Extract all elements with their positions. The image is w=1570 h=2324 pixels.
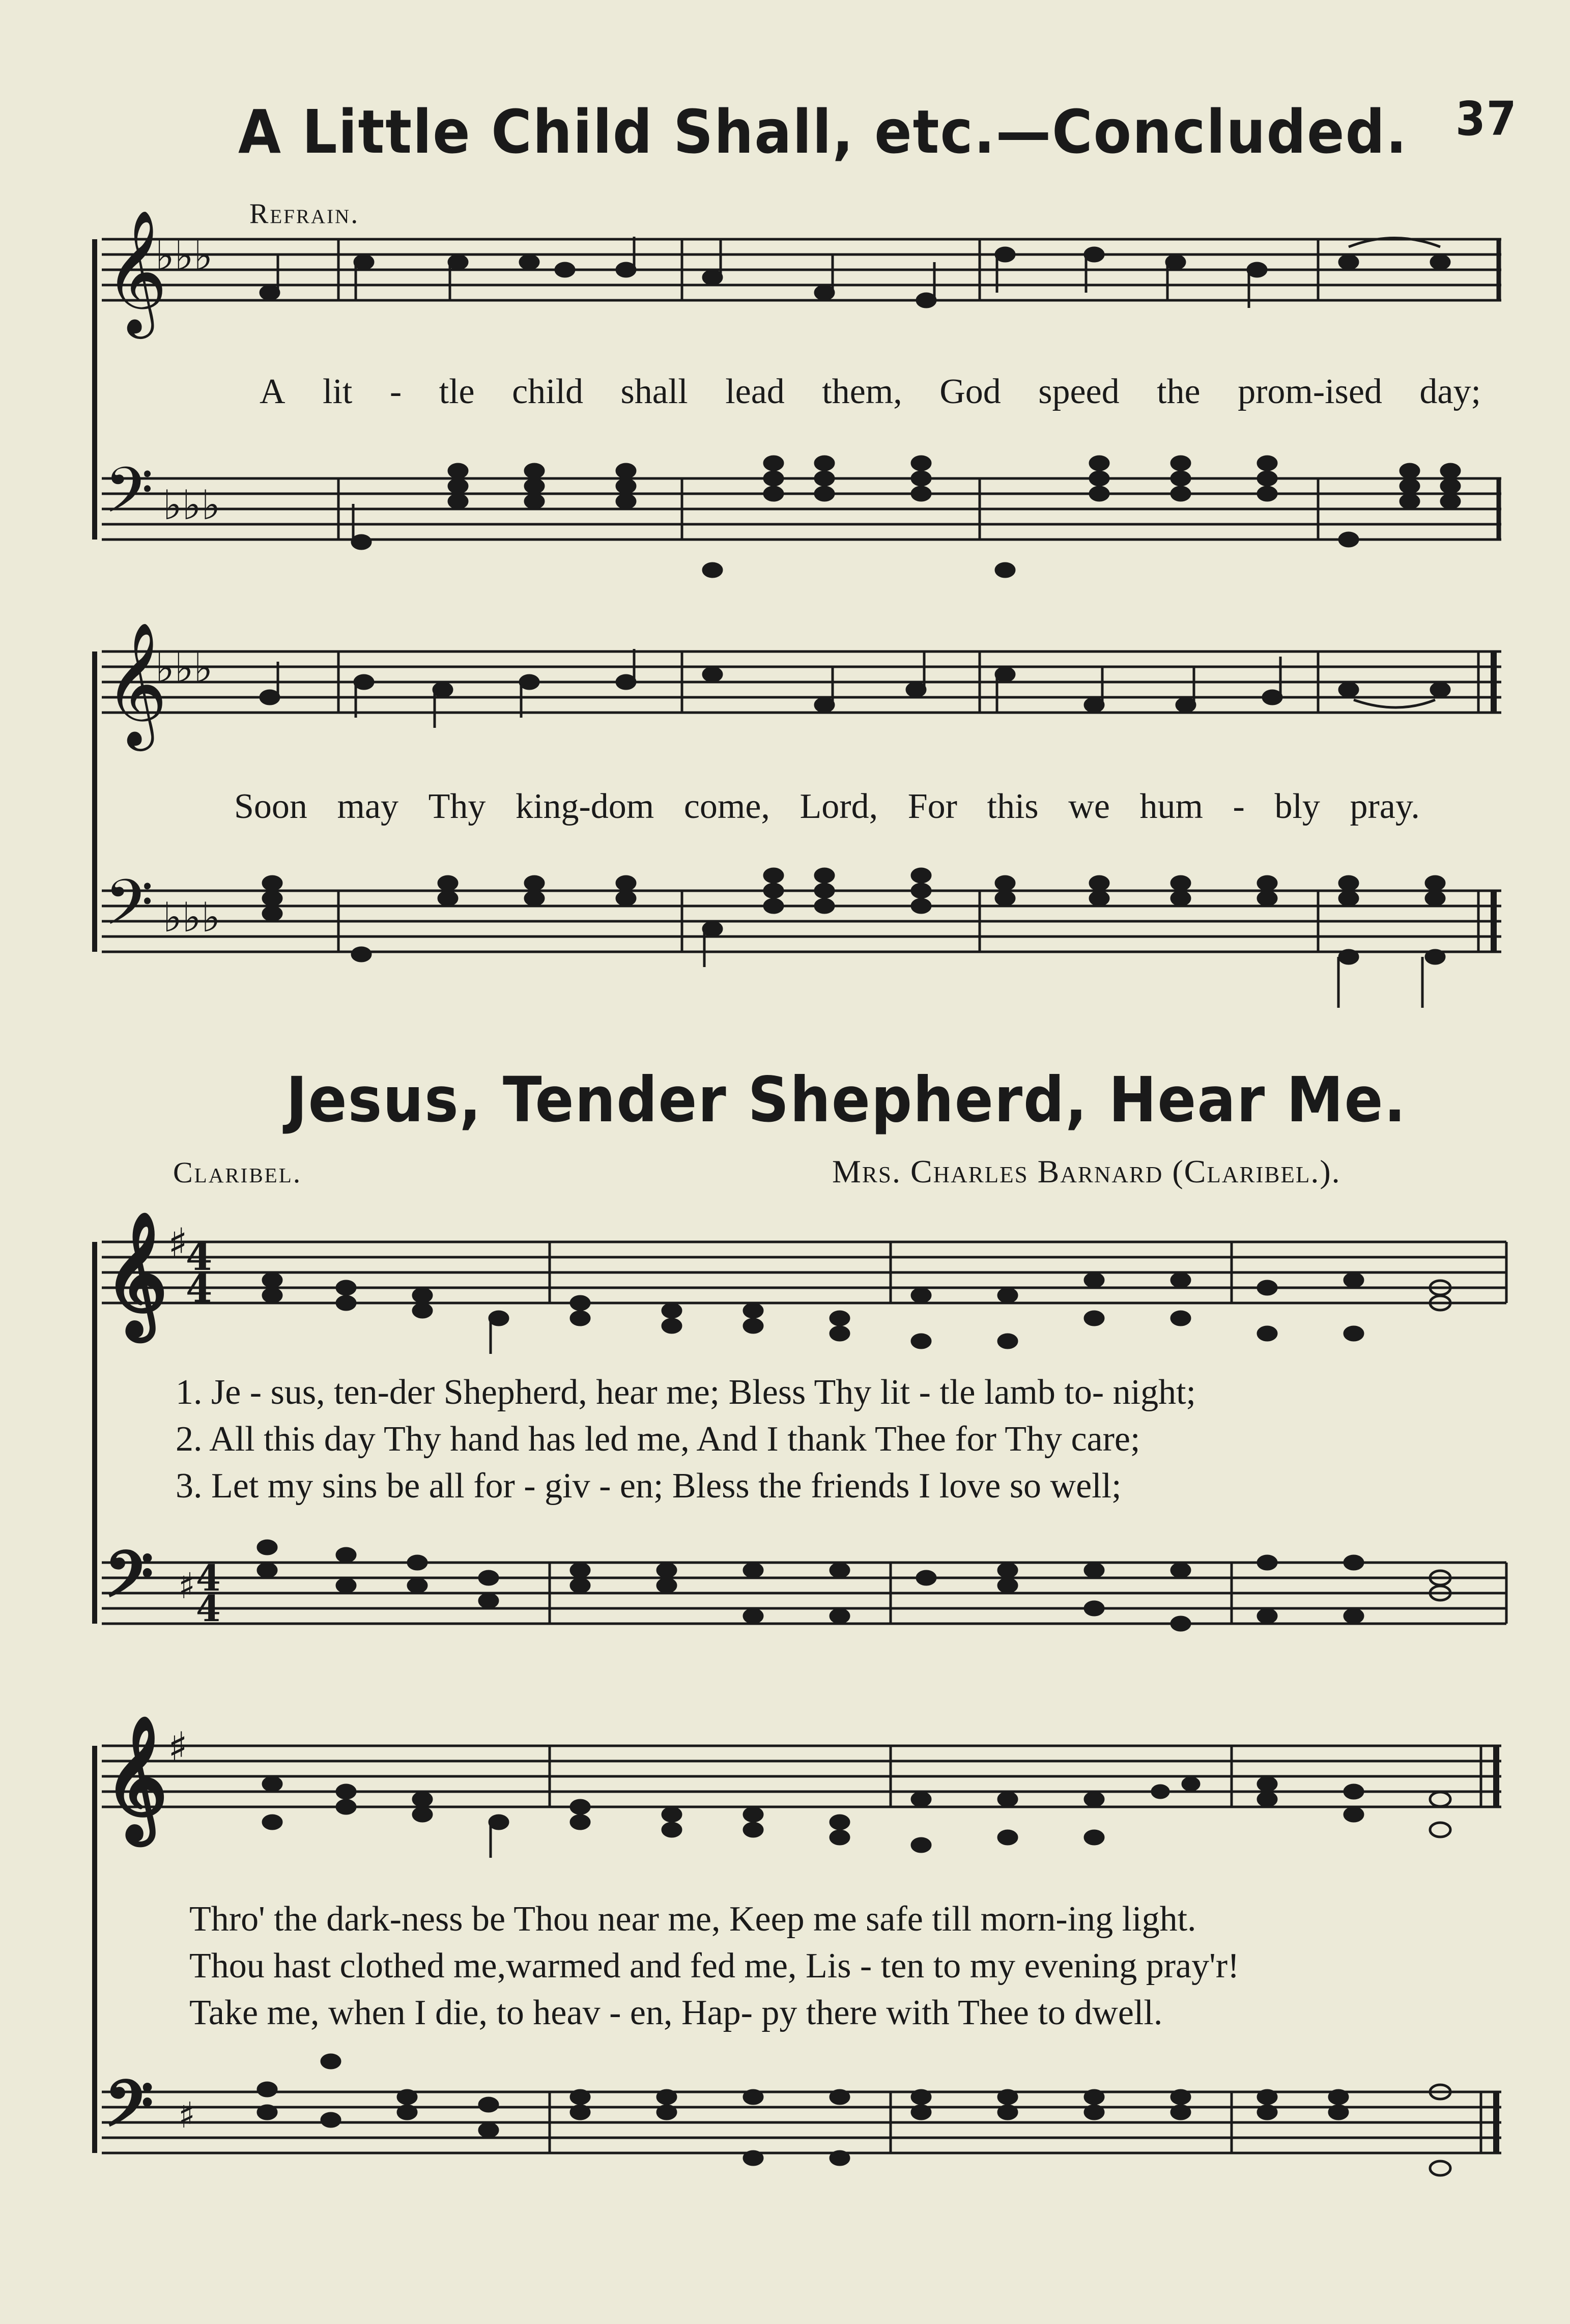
page-number: 37 (1455, 92, 1518, 146)
svg-text:4: 4 (186, 1234, 213, 1279)
svg-text:♯: ♯ (168, 1219, 188, 1267)
svg-text:𝄞: 𝄞 (104, 1714, 168, 1840)
svg-text:♯: ♯ (178, 1565, 195, 1607)
svg-text:𝄞: 𝄞 (104, 209, 168, 333)
verse-1-line-1: 1. Je - sus, ten-der Shepherd, hear me; Bless Thy lit - tle lamb to- night; (176, 1373, 1196, 1412)
hymn-title: Jesus, Tender Shepherd, Hear Me. (286, 1064, 1407, 1136)
hymn-verses-block-2 (189, 1896, 1239, 2036)
svg-text:𝄢: 𝄢 (104, 866, 154, 955)
running-title: A Little Child Shall, etc.—Concluded. (238, 97, 1408, 167)
verse-2-line-2: Thou hast clothed me,warmed and fed me, Lis - ten to my evening pray'r! (189, 1946, 1240, 1986)
svg-text:♭♭♭: ♭♭♭ (163, 481, 221, 529)
svg-text:♯: ♯ (168, 1723, 188, 1771)
hymn-composer: Mrs. Charles Barnard (Claribel.). (832, 1153, 1341, 1189)
refrain-line1-lyrics: A lit - tle child shall lead them, God speed the prom-ised day; (260, 372, 1481, 411)
hymn-author: Claribel. (173, 1156, 302, 1189)
refrain-label: Refrain. (249, 198, 360, 230)
music-system-2 (0, 621, 1570, 1028)
verse-2-line-1: 2. All this day Thy hand has led me, And I thank Thee for Thy care; (176, 1420, 1140, 1459)
svg-text:4: 4 (196, 1557, 221, 1599)
svg-text:♯: ♯ (178, 2094, 195, 2136)
svg-text:𝄞: 𝄞 (104, 1210, 168, 1336)
svg-text:4: 4 (196, 1588, 221, 1630)
verse-3-line-2: Take me, when I die, to heav - en, Hap- py there with Thee to dwell. (189, 1993, 1163, 2032)
svg-text:♭♭♭: ♭♭♭ (155, 232, 213, 279)
svg-text:♭♭♭: ♭♭♭ (163, 894, 221, 941)
svg-text:4: 4 (186, 1266, 213, 1311)
svg-text:𝄢: 𝄢 (104, 2066, 154, 2156)
verse-3-line-1: 3. Let my sins be all for - giv - en; Bless the friends I love so well; (176, 1466, 1122, 1506)
svg-text:𝄞: 𝄞 (104, 621, 168, 746)
verse-1-line-2: Thro' the dark-ness be Thou near me, Keep me safe till morn-ing light. (189, 1900, 1196, 1939)
hymn-verses-block-1 (176, 1369, 1196, 1510)
svg-text:♭♭♭: ♭♭♭ (155, 644, 213, 692)
svg-text:𝄢: 𝄢 (104, 454, 154, 543)
svg-text:𝄢: 𝄢 (104, 1537, 154, 1627)
refrain-line2-lyrics: Soon may Thy king-dom come, Lord, For this we hum - bly pray. (234, 787, 1420, 826)
